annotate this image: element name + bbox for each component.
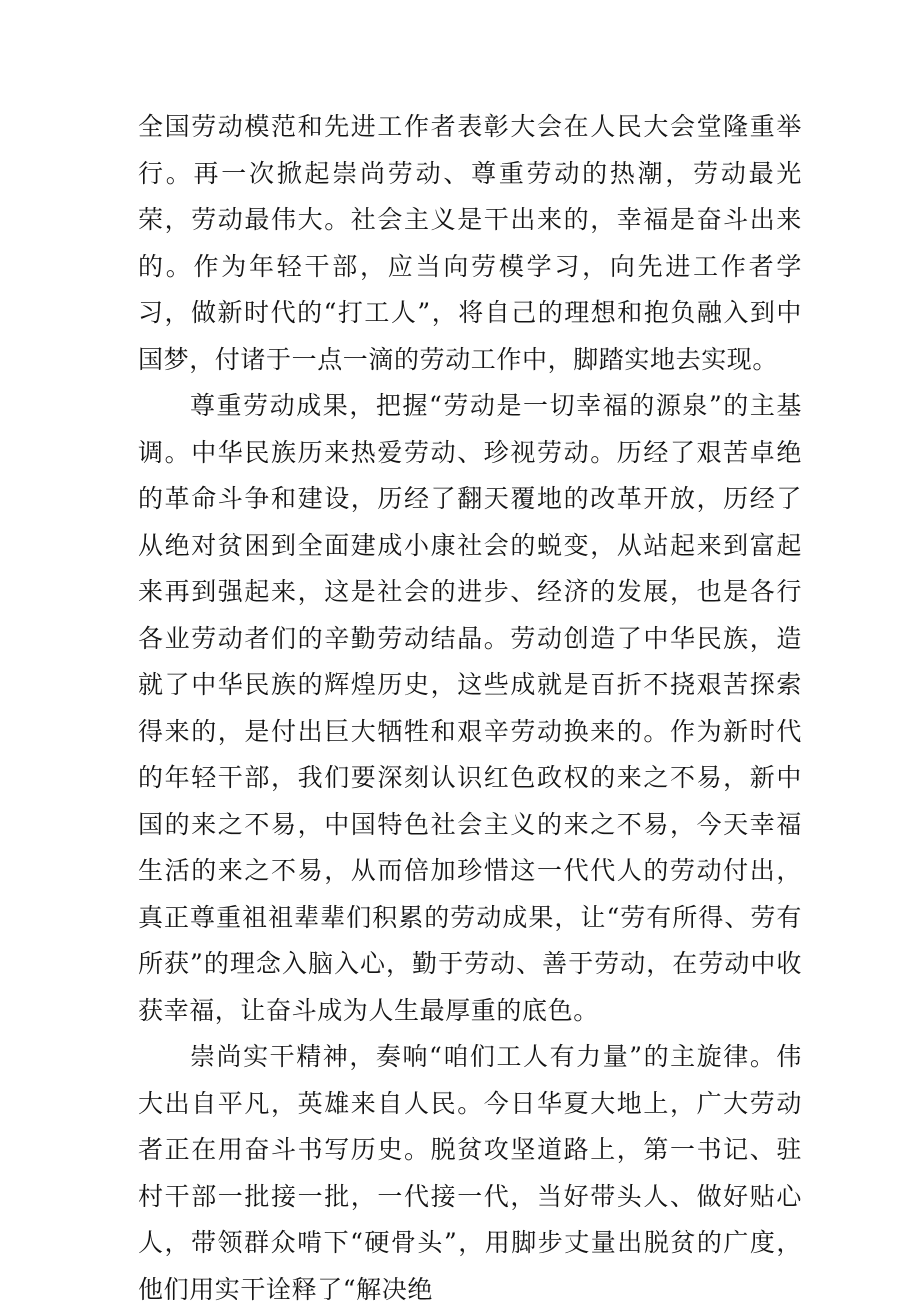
paragraph-respect-labor-results: 尊重劳动成果，把握“劳动是一切幸福的源泉”的主基调。中华民族历来热爱劳动、珍视劳动。历经了艰苦卓绝的革命斗争和建设，历经了翻天覆地的改革开放，历经了从绝对贫困到全面建成小康社会的蜕变，从站起来到富起来再到强起来，这是社会的进步、经济的发展，也是各行各业劳动者们的辛勤劳动结晶。劳动创造了中华民族，造就了中华民族的辉煌历史，这些成就是百折不挠艰苦探索得来的，是付出巨大牺牲和艰辛劳动换来的。作为新时代的年轻干部，我们要深刻认识红色政权的来之不易，新中国的来之不易，中国特色社会主义的来之不易，今天幸福生活的来之不易，从而倍加珍惜这一代代人的劳动付出，真正尊重祖祖辈辈们积累的劳动成果，让“劳有所得、劳有所获”的理念入脑入心，勤于劳动、善于劳动，在劳动中收获幸福，让奋斗成为人生最厚重的底色。: [138, 391, 802, 1025]
document-body: [138, 104, 802, 1313]
paragraph-intro: 全国劳动模范和先进工作者表彰大会在人民大会堂隆重举行。再一次掀起崇尚劳动、尊重劳动的热潮，劳动最光荣，劳动最伟大。社会主义是干出来的，幸福是奋斗出来的。作为年轻干部，应当向劳模学习，向先进工作者学习，做新时代的“打工人”，将自己的理想和抱负融入到中国梦，付诸于一点一滴的劳动工作中，脚踏实地去实现。: [138, 112, 802, 374]
paragraph-practical-spirit: 崇尚实干精神，奏响“咱们工人有力量”的主旋律。伟大出自平凡，英雄来自人民。今日华夏大地上，广大劳动者正在用奋斗书写历史。脱贫攻坚道路上，第一书记、驻村干部一批接一批，一代接一代，当好带头人、做好贴心人，带领群众啃下“硬骨头”，用脚步丈量出脱贫的广度，他们用实干诠释了“解决绝: [138, 1042, 802, 1304]
